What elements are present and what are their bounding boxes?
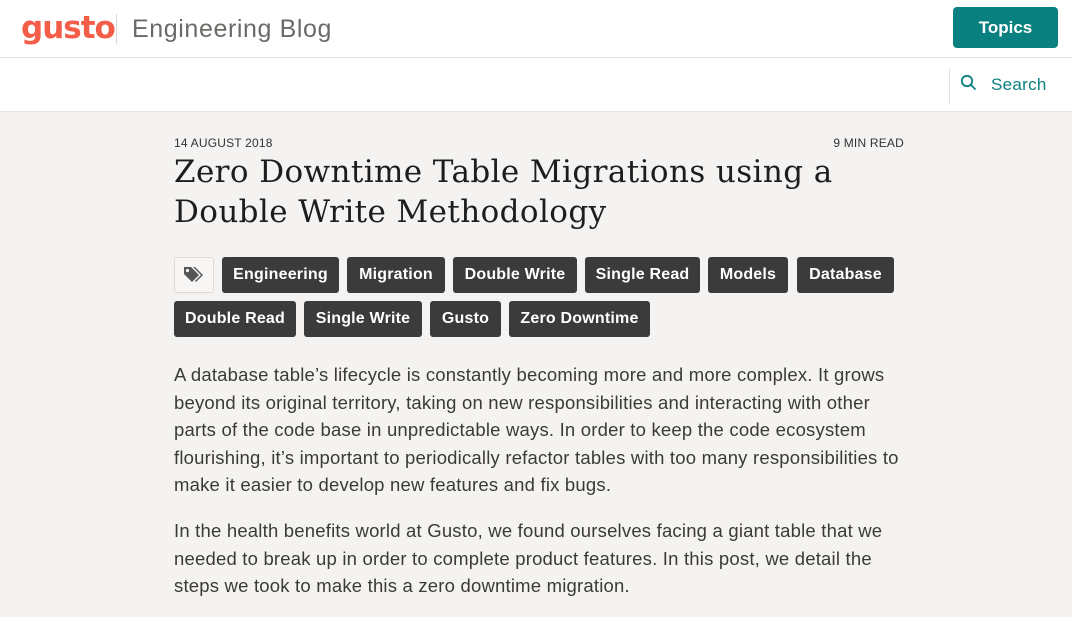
post-paragraph-1: A database table’s lifecycle is constantly becoming more and more complex. It grows beyond its original territory, taking on new responsibilities and interacting with other parts of the code base in unpredictable ways. In order to keep the code ecosystem flourishing, it’s important to periodically refactor tables with too many responsibilities to make it easier to develop new features and fix bugs. [174,364,899,496]
tag-migration[interactable]: Migration [347,257,445,293]
tag-database[interactable]: Database [797,257,894,293]
gusto-logo[interactable]: gusto [21,10,115,46]
search-button[interactable] [960,70,1064,100]
post-title: Zero Downtime Table Migrations using a Double Write Methodology [174,154,833,230]
tag-zero-downtime[interactable]: Zero Downtime [509,301,650,337]
search-bar [0,58,1072,112]
tag-double-read[interactable]: Double Read [174,301,296,337]
tag-gusto[interactable]: Gusto [430,301,501,337]
post-date: 14 AUGUST 2018 [174,136,273,150]
tag-models[interactable]: Models [708,257,788,293]
top-navbar [0,0,1072,58]
tag-double-write[interactable]: Double Write [453,257,577,293]
tag-single-read[interactable]: Single Read [585,257,700,293]
post-paragraph-2: In the health benefits world at Gusto, we found ourselves facing a giant table that we needed to break up in order to complete product features. In this post, we detail the steps we took to make this a zero downtime migration. [174,520,883,597]
search-icon [960,74,977,96]
topics-button[interactable]: Topics [953,7,1058,48]
blog-title[interactable]: Engineering Blog [132,15,333,43]
search-divider [949,69,950,103]
read-time: 9 MIN READ [833,136,904,150]
header-divider [116,14,117,44]
tags-icon [174,257,214,293]
tag-single-write[interactable]: Single Write [304,301,422,337]
search-label: Search [991,75,1047,94]
tag-engineering[interactable]: Engineering [222,257,339,293]
